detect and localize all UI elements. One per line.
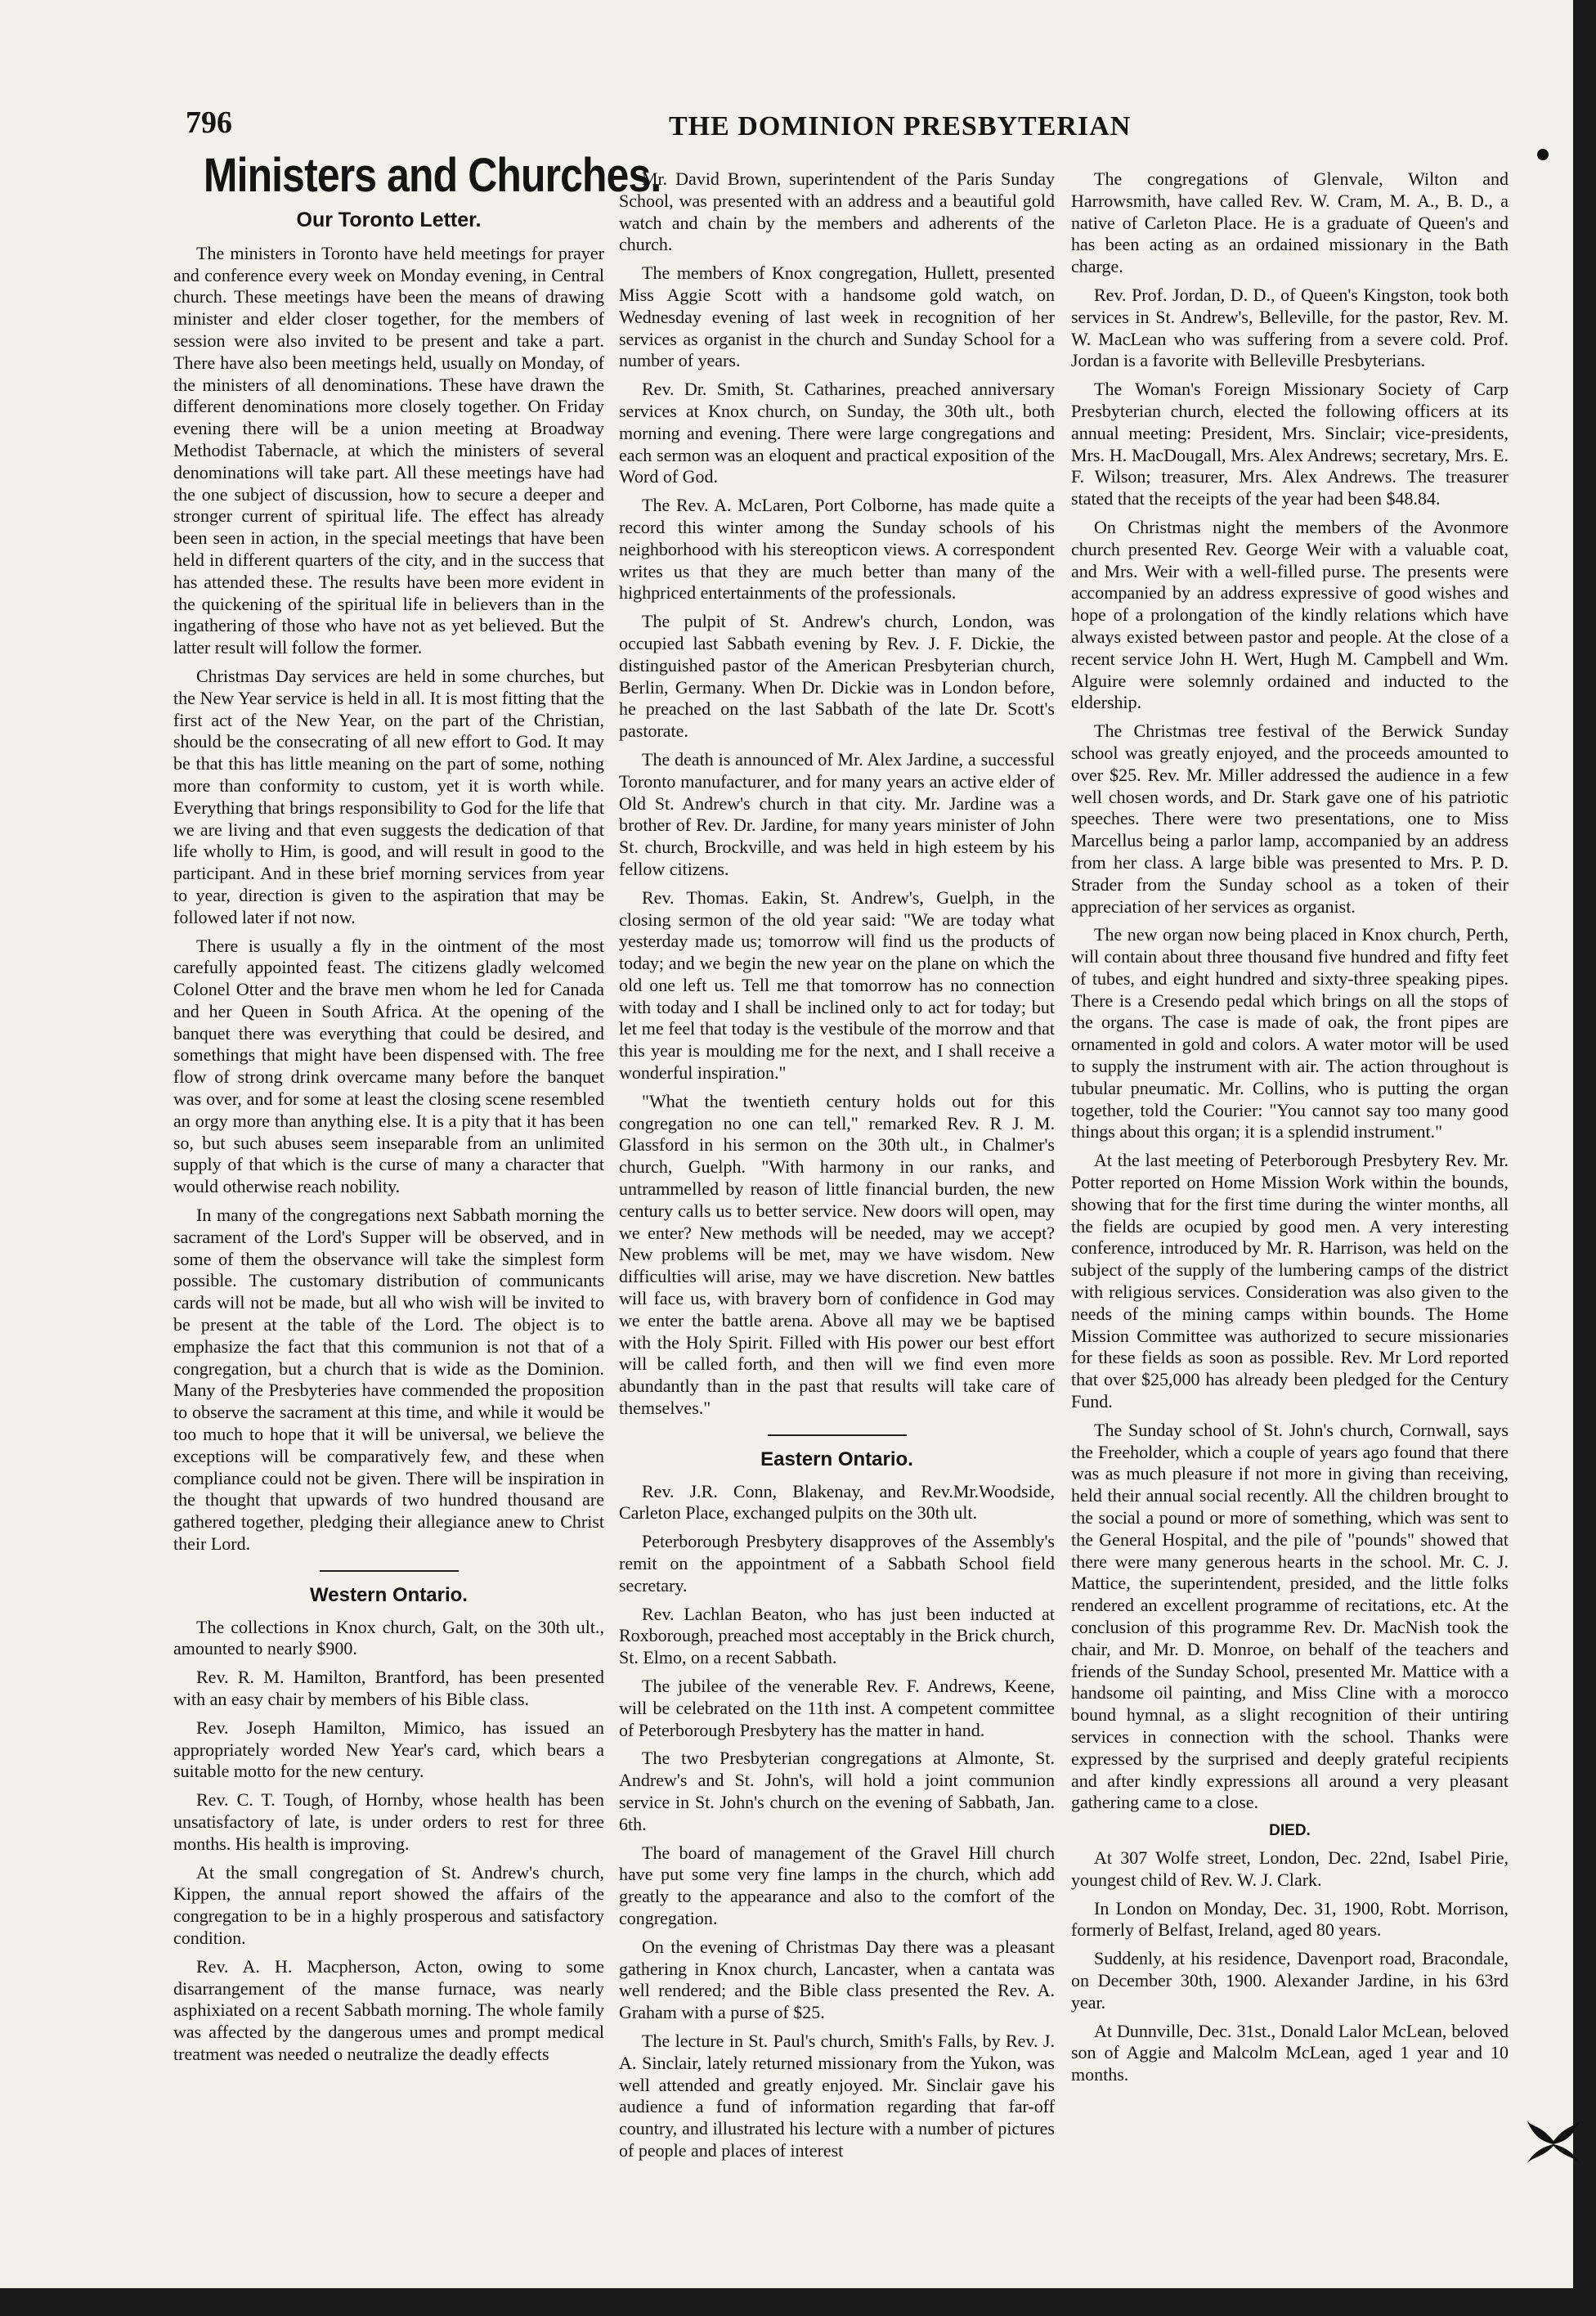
section-rule bbox=[320, 1570, 459, 1572]
ink-spot bbox=[1537, 149, 1549, 160]
article-paragraph: There is usually a fly in the ointment of the most carefully appointed feast. The citizens gladly welcomed Colonel Otter and the brave men whom he led for Canada and her Queen in South Africa. At the opening of the banquet there was everything that could be desired, and somethings that might have been dispensed with. The free flow of strong drink overcame many before the banquet was over, and for some at least the closing scene resembled an orgy more than anything else. It is a pity that it has been so, but such abuses seem inseparable from an unlimited supply of that which is the curse of many a character that would otherwise reach nobility. bbox=[173, 935, 604, 1197]
news-articles bbox=[619, 168, 1055, 1420]
article-paragraph: Suddenly, at his residence, Davenport road, Bracondale, on December 30th, 1900. Alexander Jardine, in his 63rd year. bbox=[1071, 1948, 1509, 2013]
article-paragraph: The board of management of the Gravel Hill church have put some very fine lamps in the church, which add greatly to the appearance and also to the comfort of the congregation. bbox=[619, 1842, 1055, 1928]
article-paragraph: The lecture in St. Paul's church, Smith's Falls, by Rev. J. A. Sinclair, lately returned missionary from the Yukon, was well attended and greatly enjoyed. Mr. Sinclair gave his audience a fund of information regarding that far-off country, and illustrated his lecture with a number of pictures of people and places of interest bbox=[619, 2030, 1055, 2161]
article-paragraph: The Christmas tree festival of the Berwick Sunday school was greatly enjoyed, and the proceeds amounted to over $25. Rev. Mr. Miller addressed the audience in a few well chosen words, and Dr. Stark gave one of his patriotic speeches. There were two presentations, one to Miss Marcellus being a parlor lamp, accompanied by an address from her class. A large bible was presented to Mrs. P. D. Strader from the Sunday school as a token of their appreciation of her services as organist. bbox=[1071, 720, 1509, 917]
article-paragraph: The congregations of Glenvale, Wilton and Harrowsmith, have called Rev. W. Cram, M. A., B. D., a native of Carleton Place. He is a graduate of Queen's and has been acting as an ordained missionary in the Bath charge. bbox=[1071, 168, 1509, 277]
article-paragraph: Rev. Dr. Smith, St. Catharines, preached anniversary services at Knox church, on Sunday, the 30th ult., both morning and evening. There were large congregations and each sermon was an eloquent and practical exposition of the Word of God. bbox=[619, 379, 1055, 487]
column-3 bbox=[1071, 168, 1509, 2220]
article-paragraph: The Rev. A. McLaren, Port Colborne, has made quite a record this winter among the Sunday schools of his neighborhood with his stereopticon views. A correspondent writes us that they are much better than many of the highpriced entertainments of the professionals. bbox=[619, 495, 1055, 604]
article-paragraph: In many of the congregations next Sabbath morning the sacrament of the Lord's Supper will be observed, and in some of them the observance will take the simplest form possible. The customary distribution of communicants cards will not be made, but all who wish will be invited to be present at the table of the Lord. The object is to emphasize the fact that this communion is not that of a congregation, but a church that is wide as the Dominion. Many of the Presbyteries have commended the proposition to observe the sacrament at this time, and while it would be too much to hope that it will be universal, we believe the exceptions will be comparatively few, and these when compliance could not be given. There will be inspiration in the thought that upwards of two hundred thousand are gathered together, pledging their allegiance anew to Christ their Lord. bbox=[173, 1205, 604, 1555]
article-paragraph: At the small congregation of St. Andrew's church, Kippen, the annual report showed the affairs of the congregation to be in a highly prosperous and satisfactory condition. bbox=[173, 1861, 604, 1948]
section-rule bbox=[768, 1434, 907, 1436]
toronto-heading: Our Toronto Letter. bbox=[296, 209, 482, 231]
scan-edge-bottom bbox=[0, 2288, 1596, 2316]
article-paragraph: At the last meeting of Peterborough Presbytery Rev. Mr. Potter reported on Home Mission Work within the bounds, showing that for the first time during the winter months, all the fields are ocupied by good men. A very interesting conference, introduced by Mr. R. Harrison, was held on the subject of the supply of the lumbering camps of the district with religious services. Consideration was also given to the needs of the mining camps within bounds. The Home Mission Committee was authorized to secure missionaries for these fields as soon as possible. Rev. Mr Lord reported that over $25,000 has already been pledged for the Century Fund. bbox=[1071, 1150, 1509, 1412]
printer-ornament bbox=[1525, 2116, 1582, 2166]
article-paragraph: On the evening of Christmas Day there was a pleasant gathering in Knox church, Lancaster, when a cantata was well rendered; and the Bible class presented the Rev. A. Graham with a purse of $25. bbox=[619, 1936, 1055, 2023]
article-paragraph: The pulpit of St. Andrew's church, London, was occupied last Sabbath evening by Rev. J. F. Dickie, the distinguished pastor of the American Presbyterian church, Berlin, Germany. When Dr. Dickie was in London before, he preached on the last Sabbath of the late Dr. Scott's pastorate. bbox=[619, 611, 1055, 742]
article-paragraph: The new organ now being placed in Knox church, Perth, will contain about three thousand five hundred and fifty feet of tubes, and eight hundred and sixty-three speaking pipes. There is a Cresendo pedal which brings on all the stops of the organs. The case is made of oak, the front pipes are ornamented in gold and colors. A water motor will be used to supply the instrument with air. The action throughout is tubular pneumatic. Mr. Collins, who is putting the organ together, told the Courier: "You cannot say too many good things about this organ; it is a splendid instrument." bbox=[1071, 924, 1509, 1142]
article-paragraph: The ministers in Toronto have held meetings for prayer and conference every week on Monday evening, in Central church. These meetings have been the means of drawing minister and elder closer together, for the members of session were also invited to be present and take a part. There have also been meetings held, usually on Monday, of the ministers of all denominations. These have drawn the different denominations more closely together. On Friday evening there will be a union meeting at Broadway Methodist Tabernacle, at which the ministers of several denominations will take part. All these meetings have had the one subject of discussion, how to secure a deeper and stronger current of spiritual life. The effect has already been seen in action, in the special meetings that have been held in different quarters of the city, and in the success that has attended these. The results have been more evident in the quickening of the spiritual life in believers than in the ingathering of those who have not as yet believed. But the latter result will follow the former. bbox=[173, 242, 604, 658]
article-paragraph: The members of Knox congregation, Hullett, presented Miss Aggie Scott with a handsome gold watch, on Wednesday evening of last week in recognition of her services as organist in the church and Sunday School for a number of years. bbox=[619, 263, 1055, 371]
toronto-articles bbox=[173, 243, 604, 1555]
western-articles bbox=[173, 1617, 604, 2066]
eastern-heading: Eastern Ontario. bbox=[760, 1448, 913, 1470]
article-paragraph: Rev. Joseph Hamilton, Mimico, has issued an appropriately worded New Year's card, which bears a suitable motto for the new century. bbox=[173, 1717, 604, 1782]
article-paragraph: The collections in Knox church, Galt, on the 30th ult., amounted to nearly $900. bbox=[173, 1616, 604, 1659]
article-paragraph: Rev. R. M. Hamilton, Brantford, has been presented with an easy chair by members of his Bible class. bbox=[173, 1667, 604, 1709]
article-paragraph: The Woman's Foreign Missionary Society of Carp Presbyterian church, elected the following officers at its annual meeting: President, Mrs. Sinclair; vice-presidents, Mrs. H. MacDougall, Mrs. Alex Andrews; secretary, Mrs. E. F. Wilson; treasurer, Mrs. Alex Andrews. The treasurer stated that the receipts of the year had been $48.84. bbox=[1071, 379, 1509, 509]
article-paragraph: The jubilee of the venerable Rev. F. Andrews, Keene, will be celebrated on the 11th inst. A competent committee of Peterborough Presbytery has the matter in hand. bbox=[619, 1676, 1055, 1740]
article-paragraph: At 307 Wolfe street, London, Dec. 22nd, Isabel Pirie, youngest child of Rev. W. J. Clark. bbox=[1071, 1847, 1509, 1890]
article-paragraph: Rev. J.R. Conn, Blakenay, and Rev.Mr.Woodside, Carleton Place, exchanged pulpits on the 30th ult. bbox=[619, 1480, 1055, 1524]
article-paragraph: The two Presbyterian congregations at Almonte, St. Andrew's and St. John's, will hold a joint communion service in St. John's church on the evening of Sabbath, Jan. 6th. bbox=[619, 1748, 1055, 1834]
article-paragraph: In London on Monday, Dec. 31, 1900, Robt. Morrison, formerly of Belfast, Ireland, aged 80 years. bbox=[1071, 1897, 1509, 1941]
died-heading: DIED. bbox=[1269, 1822, 1311, 1840]
scan-edge-right bbox=[1573, 0, 1596, 2316]
article-paragraph: Rev. C. T. Tough, of Hornby, whose health has been unsatisfactory of late, is under orders to rest for three months. His health is improving. bbox=[173, 1789, 604, 1854]
article-paragraph: Rev. Thomas. Eakin, St. Andrew's, Guelph, in the closing sermon of the old year said: "We are today what yesterday made us; tomorrow will find us the products of today; and we begin the new year on the plane on which the old one left us. Tell me that tomorrow has no connection with today and I shall be inclined only to act for today; but let me feel that today is the vestibule of the morrow and that this year is moulding me for the next, and I shall receive a wonderful inspiration." bbox=[619, 886, 1055, 1084]
article-paragraph: Mr. David Brown, superintendent of the Paris Sunday School, was presented with an address and a beautiful gold watch and chain by the members and adherents of the church. bbox=[619, 168, 1055, 255]
running-title: THE DOMINION PRESBYTERIAN bbox=[669, 111, 1132, 141]
news-articles bbox=[1071, 168, 1509, 1814]
article-paragraph: Christmas Day services are held in some churches, but the New Year service is held in all. It is most fitting that the first act of the New Year, on the part of the Christian, should be the consecrating of all new effort to God. It may be that this has little meaning on the part of some, nothing more than conformity to custom, yet it is worth while. Everything that brings responsibility to God for the life that we are living and that even suggests the dedication of that life wholly to Him, is good, and will result in good to the participant. And in these brief morning services from year to year, direction is given to the aspiration that may be followed later if not now. bbox=[173, 665, 604, 927]
western-heading: Western Ontario. bbox=[310, 1583, 468, 1606]
article-paragraph: The Sunday school of St. John's church, Cornwall, says the Freeholder, which a couple of years ago found that there was as much pleasure if not more in giving than receiving, held their annual social recently. All the children brought to the social a pound or more of something, which was sent to the General Hospital, and the pile of "pounds" showed that there were many generous hearts in the school. Mr. C. J. Mattice, the superintendent, presided, and the little folks rendered an excellent programme of recitations, etc. At the conclusion of this programme Rev. Dr. MacNish took the chair, and Mr. D. Monroe, on behalf of the teachers and friends of the Sunday School, presented Mr. Mattice with a handsome oil painting, and Miss Cline with a morocco bound hymnal, as a slight recognition of their untiring services in connection with the school. Thanks were expressed by the surprised and deeply grateful recipients and after kindly expressions all around a very pleasant gathering came to a close. bbox=[1071, 1419, 1509, 1813]
page-number: 796 bbox=[186, 105, 232, 140]
article-paragraph: Rev. Lachlan Beaton, who has just been inducted at Roxborough, preached most acceptably in the Brick church, St. Elmo, on a recent Sabbath. bbox=[619, 1603, 1055, 1668]
article-paragraph: Rev. Prof. Jordan, D. D., of Queen's Kingston, took both services in St. Andrew's, Belleville, for the pastor, Rev. M. W. MacLean who was suffering from a severe cold. Prof. Jordan is a favorite with Belleville Presbyterians. bbox=[1071, 284, 1509, 371]
article-paragraph: The death is announced of Mr. Alex Jardine, a successful Toronto manufacturer, and for many years an active elder of Old St. Andrew's church in that city. Mr. Jardine was a brother of Rev. Dr. Jardine, for many years minister of John St. church, Brockville, and was held in high esteem by his fellow citizens. bbox=[619, 748, 1055, 879]
section-masthead: Ministers and Churches. bbox=[203, 149, 661, 202]
article-paragraph: "What the twentieth century holds out for this congregation no one can tell," remarked Rev. R J. M. Glassford in his sermon on the 30th ult., in Chalmer's church, Guelph. "With harmony in our ranks, and untrammelled by reason of little financial burden, the new century calls us to better service. New doors will open, may we enter? New methods will be needed, may we accept? New problems will be met, may we have wisdom. New difficulties will arise, may we have discretion. New battles will face us, with bravery born of confidence in God may we enter the battle arena. Above all may we be baptised with the Holy Spirit. Filled with His power our best effort will be called forth, and then will we find even more abundantly than in the past that results will take care of themselves." bbox=[619, 1090, 1055, 1419]
article-paragraph: Peterborough Presbytery disapproves of the Assembly's remit on the appointment of a Sabbath School field secretary. bbox=[619, 1531, 1055, 1596]
eastern-articles bbox=[619, 1481, 1055, 2162]
column-2 bbox=[619, 168, 1055, 2220]
article-paragraph: At Dunnville, Dec. 31st., Donald Lalor McLean, beloved son of Aggie and Malcolm McLean, aged 1 year and 10 months. bbox=[1071, 2020, 1509, 2085]
article-paragraph: On Christmas night the members of the Avonmore church presented Rev. George Weir with a valuable coat, and Mrs. Weir with a well-filled purse. The presents were accompanied by an address expressive of good wishes and hope of a prolongation of the kindly relations which have always existed between pastor and people. At the close of a recent service John H. Wert, Hugh M. Campbell and Wm. Alguire were solemnly ordained and inducted to the eldership. bbox=[1071, 516, 1509, 713]
article-paragraph: Rev. A. H. Macpherson, Acton, owing to some disarrangement of the manse furnace, was nearly asphixiated on a recent Sabbath morning. The whole family was affected by the dangerous umes and prompt medical treatment was needed o neutralize the deadly effects bbox=[173, 1955, 604, 2064]
column-1 bbox=[173, 147, 661, 2220]
death-notices bbox=[1071, 1847, 1509, 2086]
